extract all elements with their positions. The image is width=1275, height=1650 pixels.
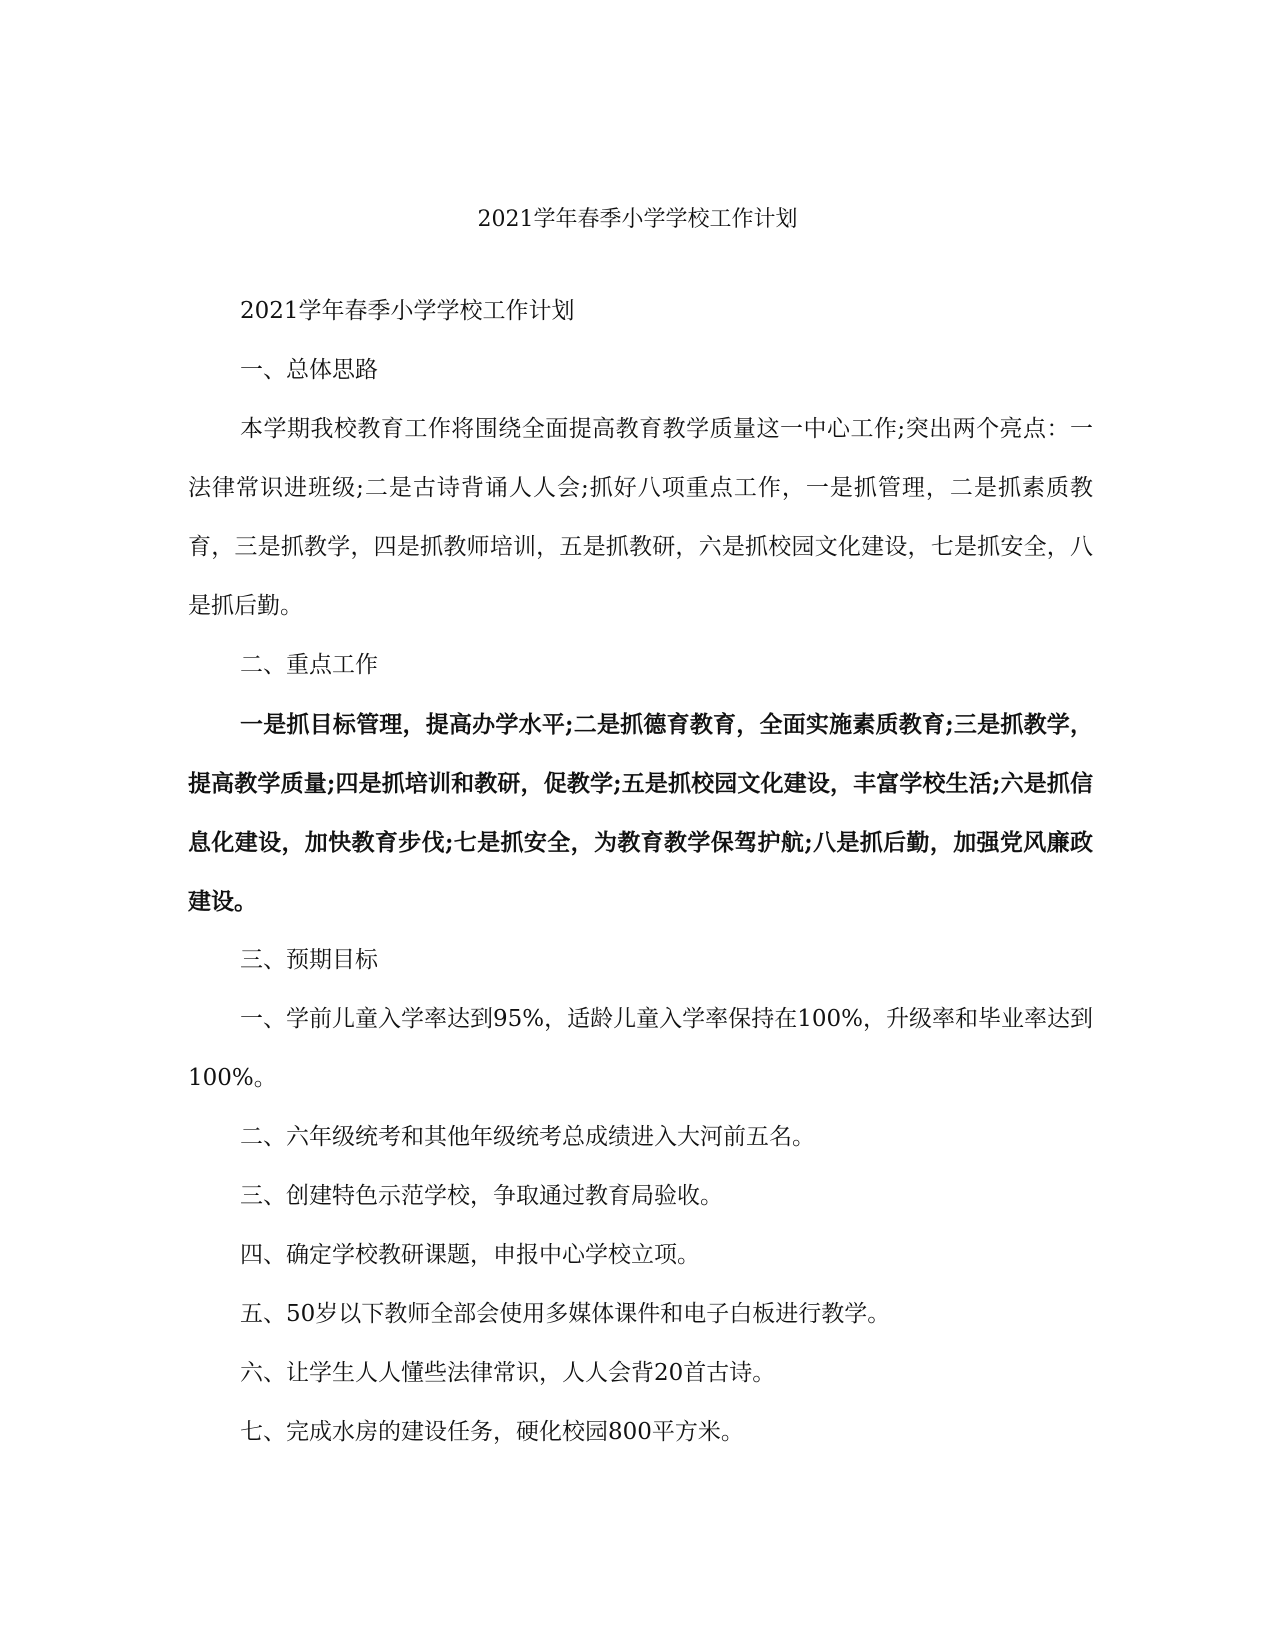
goal-item-4: 四、确定学校教研课题，申报中心学校立项。 <box>240 1242 700 1268</box>
goal-item-2: 二、六年级统考和其他年级统考总成绩进入大河前五名。 <box>240 1124 815 1150</box>
document-title: 2021学年春季小学学校工作计划 <box>477 207 798 232</box>
section-heading-expected-goals: 三、预期目标 <box>240 947 378 973</box>
document-body <box>188 282 1093 1462</box>
goal-item-5: 五、50岁以下教师全部会使用多媒体课件和电子白板进行教学。 <box>240 1301 891 1327</box>
section-heading-overall-approach: 一、总体思路 <box>240 357 378 383</box>
overall-approach-paragraph: 本学期我校教育工作将围绕全面提高教育教学质量这一中心工作;突出两个亮点：一法律常识进班级;二是古诗背诵人人会;抓好八项重点工作，一是抓管理，二是抓素质教育，三是抓教学，四是抓教师培训，五是抓教研，六是抓校园文化建设，七是抓安全，八是抓后勤。 <box>188 416 1093 619</box>
key-work-paragraph: 一是抓目标管理，提高办学水平;二是抓德育教育，全面实施素质教育;三是抓教学，提高教学质量;四是抓培训和教研，促教学;五是抓校园文化建设，丰富学校生活;六是抓信息化建设，加快教育步伐;七是抓安全，为教育教学保驾护航;八是抓后勤，加强党风廉政建设。 <box>188 711 1093 915</box>
goal-item-1: 一、学前儿童入学率达到95%，适龄儿童入学率保持在100%，升级率和毕业率达到100%。 <box>188 1006 1093 1091</box>
goal-item-6: 六、让学生人人懂些法律常识，人人会背20首古诗。 <box>240 1360 776 1386</box>
subtitle-paragraph: 2021学年春季小学学校工作计划 <box>240 298 575 324</box>
section-heading-key-work: 二、重点工作 <box>240 652 378 678</box>
goal-item-3: 三、创建特色示范学校，争取通过教育局验收。 <box>240 1183 723 1209</box>
goal-item-7: 七、完成水房的建设任务，硬化校园800平方米。 <box>240 1419 744 1445</box>
